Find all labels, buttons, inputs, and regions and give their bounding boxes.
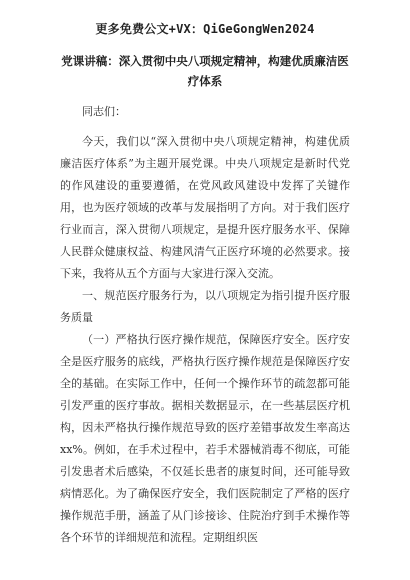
paragraph-subsection-1: （一）严格执行医疗操作规范，保障医疗安全。医疗安全是医疗服务的底线，严格执行医疗操作规范是保障医疗安全的基础。在实际工作中，任何一个操作环节的疏忽都可能引发严重的医疗事故。据相关数据显示，在一些基层医疗机构，因未严格执行操作规范导致的医疗差错事故发生率高达xx%。例如，在手术过程中，若手术器械消毒不彻底，可能引发患者术后感染，不仅延长患者的康复时间，还可能导致病情恶化。为了确保医疗安全，我们医院制定了严格的医疗操作规范手册，涵盖了从门诊接诊、住院治疗到手术操作等各个环节的详细规范和流程。定期组织医 — [60, 333, 350, 544]
salutation: 同志们： — [82, 105, 126, 118]
paragraph-intro: 今天，我们以“深入贯彻中央八项规定精神，构建优质廉洁医疗体系”为主题开展党课。中央八项规定是新时代党的作风建设的重要遵循，在党风政风建设中发挥了关键作用，也为医疗领域的改革与发展指明了方向。对于我们医疗行业而言，深入贯彻八项规定，是提升医疗服务水平、保障人民群众健康权益、构建风清气正医疗环境的必然要求。接下来，我将从五个方面与大家进行深入交流。 — [60, 135, 350, 280]
section-heading-1: 一、规范医疗服务行为，以八项规定为指引提升医疗服务质量 — [60, 289, 350, 324]
header-watermark: 更多免费公文+VX：QiGeGongWen2024 — [95, 22, 315, 36]
document-title: 党课讲稿：深入贯彻中央八项规定精神，构建优质廉洁医疗体系 — [61, 54, 349, 88]
